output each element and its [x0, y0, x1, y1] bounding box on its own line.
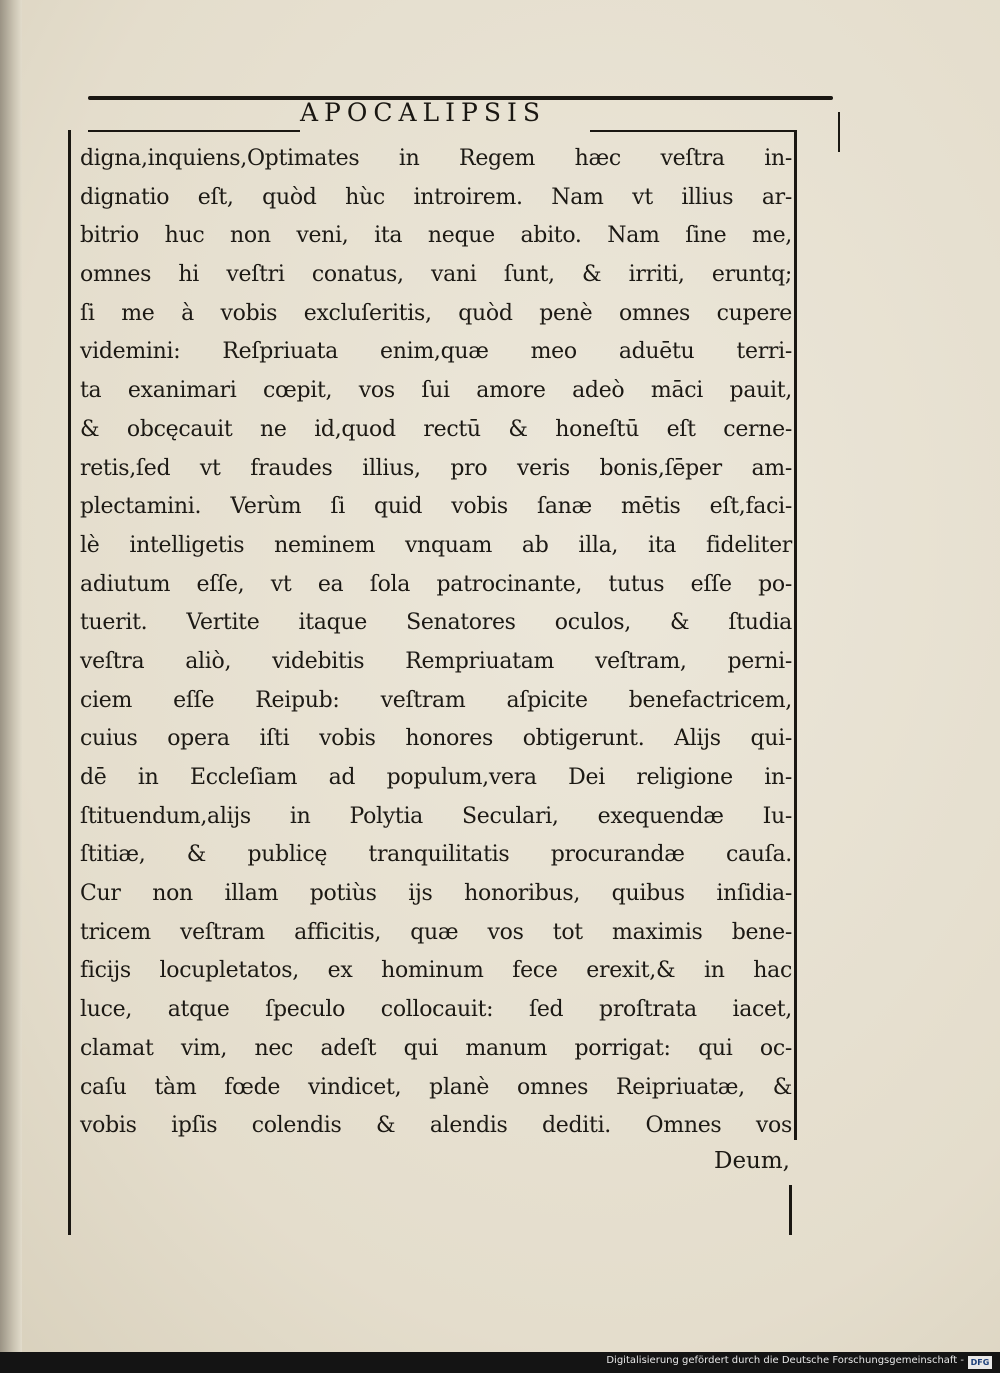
text-line: vobis ipſis colendis & alendis dediti. Omnes vos	[80, 1113, 792, 1139]
text-frame-right-lower	[789, 1185, 792, 1235]
text-line: Cur non illam potiùs ijs honoribus, quibus inſidia-	[80, 881, 792, 907]
margin-tick	[838, 112, 840, 152]
text-line: ciem eſſe Reipub: veſtram aſpicite benefactricem,	[80, 687, 792, 713]
text-line: clamat vim, nec adeſt qui manum porrigat: qui oc-	[80, 1035, 792, 1061]
text-line: veſtra aliò, videbitis Rempriuatam veſtram, perni-	[80, 648, 792, 674]
text-frame-left	[68, 130, 71, 1235]
body-text	[80, 140, 792, 1146]
header-rule-left	[88, 130, 300, 132]
text-line: bitrio huc non veni, ita neque abito. Nam ſine me,	[80, 223, 792, 249]
text-line: digna,inquiens,Optimates in Regem hæc veſtra in-	[80, 146, 792, 171]
text-line: adiutum eſſe, vt ea ſola patrocinante, tutus eſſe po-	[80, 571, 792, 597]
text-line: ta exanimari cœpit, vos ſui amore adeò māci pauit,	[80, 378, 792, 404]
text-line: dē in Eccleſiam ad populum,vera Dei religione in-	[80, 765, 792, 790]
footer-credit: Digitalisierung gefördert durch die Deutsche Forschungsgemeinschaft -	[606, 1355, 964, 1366]
text-line: dignatio eſt, quòd hùc introirem. Nam vt illius ar-	[80, 184, 792, 210]
catchword: Deum,	[714, 1148, 790, 1174]
text-line: luce, atque ſpeculo collocauit: ſed proſtrata iacet,	[80, 997, 792, 1023]
text-line: ſtitiæ, & publicę tranquilitatis procurandæ cauſa.	[80, 842, 792, 868]
text-frame-right	[794, 130, 797, 1140]
running-head: APOCALIPSIS	[300, 98, 546, 127]
text-line: & obcęcauit ne id,quod rectū & honeſtū eſt cerne-	[80, 416, 792, 442]
book-spine-shadow	[0, 0, 22, 1352]
text-line: tricem veſtram afficitis, quæ vos tot maximis bene-	[80, 919, 792, 945]
dfg-logo: DFG	[968, 1356, 992, 1369]
text-line: lè intelligetis neminem vnquam ab illa, ita fideliter	[80, 532, 792, 558]
text-line: cuius opera iſti vobis honores obtigerunt. Alijs qui-	[80, 726, 792, 752]
text-line: retis,ſed vt fraudes illius, pro veris bonis,ſēper am-	[80, 455, 792, 481]
digitization-footer	[0, 1352, 1000, 1373]
text-line: plectamini. Verùm ſi quid vobis ſanæ mētis eſt,faci-	[80, 494, 792, 520]
text-line: ficijs locupletatos, ex hominum fece erexit,& in hac	[80, 958, 792, 984]
text-line: omnes hi veſtri conatus, vani ſunt, & irriti, eruntq;	[80, 262, 792, 288]
text-line: ſi me à vobis excluſeritis, quòd penè omnes cupere	[80, 300, 792, 326]
text-line: videmini: Reſpriuata enim,quæ meo aduētu terri-	[80, 339, 792, 365]
text-line: ſtituendum,alijs in Polytia Seculari, exequendæ Iu-	[80, 803, 792, 829]
text-line: caſu tàm fœde vindicet, planè omnes Reipriuatæ, &	[80, 1074, 792, 1100]
text-line: tuerit. Vertite itaque Senatores oculos, & ſtudia	[80, 610, 792, 636]
header-rule-right	[590, 130, 795, 132]
